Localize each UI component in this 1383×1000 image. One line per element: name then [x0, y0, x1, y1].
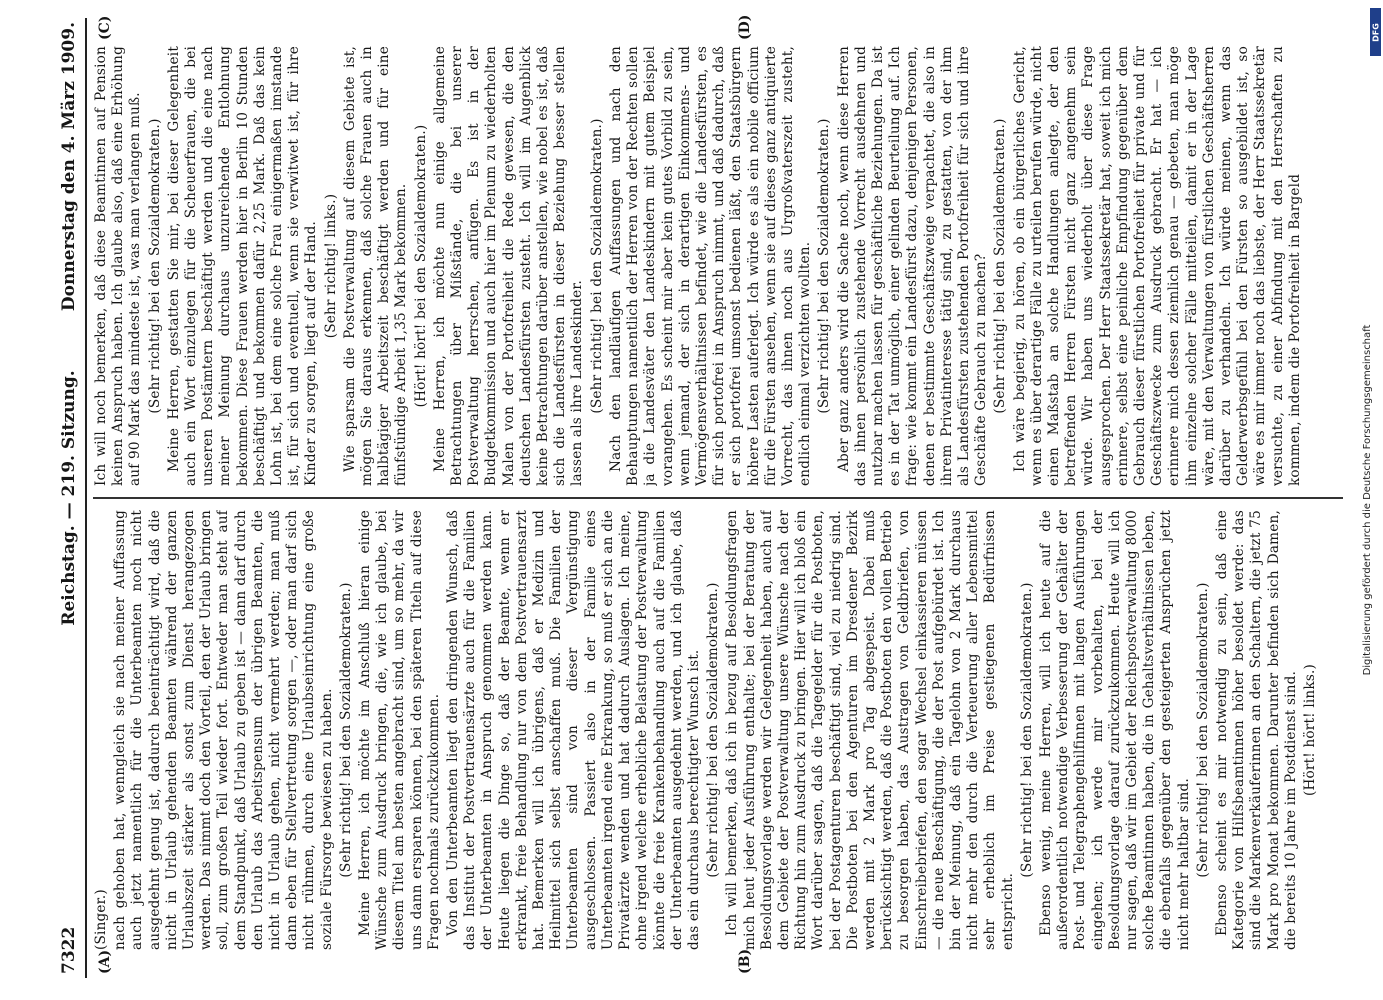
- dfg-logo-text: DFG: [1371, 22, 1380, 42]
- digitization-note: Digitalisierung gefördert durch die Deutsche Forschungsgemeinschaft: [1362, 324, 1373, 676]
- page-number: 7322: [59, 926, 79, 974]
- page-header: [57, 18, 83, 978]
- paragraph: Meine Herren, gestatten Sie mir, bei dieser Gelegenheit auch ein Wort einzulegen für die Scheuerfrauen, die bei unseren Postämtern beschäftigt werden und die eine nach meiner Meinung durchaus unzureichende Entlohnung bekommen. Diese Frauen werden hier in Berlin 10 Stunden beschäftigt und bekommen dafür 2,25 Mark. Daß das kein Lohn ist, bei dem eine solche Frau einigermaßen imstande ist, für sich und eventuell, wenn sie verwitwet ist, für ihre Kinder zu sorgen, liegt auf der Hand.: [165, 46, 320, 486]
- interjection: (Sehr richtig! bei den Sozialdemokraten.): [705, 582, 722, 878]
- interjection: (Hört! hört! links.): [1302, 663, 1319, 797]
- paragraph: Ebenso scheint es mir notwendig zu sein, daß eine Kategorie von Hilfsbeamtinnen höher besoldet werde: das sind die Markenverkäuferinnen an den Schaltern, die jetzt 75 Mark pro Monat bekommen. Darunter befinden sich Damen, die bereits 10 Jahre im Postdienst sind.: [1214, 510, 1299, 950]
- session-title: Reichstag. — 219. Sitzung.: [59, 370, 79, 626]
- document-page: [57, 14, 1347, 978]
- paragraph: Ich will bemerken, daß ich in bezug auf Besoldungsfragen mich heut jeder Ausführung enthalte; bei der Beratung der Besoldungsvorlage werden wir Gelegenheit haben, auch auf dem Gebiete der Postverwaltung unsere Wünsche nach der Richtung hin zum Ausdruck zu bringen. Hier will ich bloß ein Wort darüber sagen, daß die Tagegelder für die Postboten, bei der Postagenturen beschäftigt sind, viel zu niedrig sind. Die Postboten bei den Agenturen im Dresdener Bezirk werden mit 2 Mark pro Tag abgespeist. Dabei muß berücksichtigt werden, daß die Postboten den vollen Betrieb zu besorgen haben, das Austragen von Geldbriefen, von Einschreibebriefen, den sogar Wechsel einkassieren müssen — die neue Beschäftigung, die der Post aufgebürdet ist. Ich bin der Meinung, daß ein Tagelohn von 2 Mark durchaus nicht mehr den durch die Verteuerung aller Lebensmittel sehr erheblich im Preise gestiegenen Bedürfnissen entspricht.: [724, 510, 1016, 950]
- paragraph: (Singer.): [93, 889, 109, 950]
- paragraph: Von den Unterbeamten liegt den dringenden Wunsch, daß das Institut der Postvertrauensärzte auch für die Familien der Unterbeamten in Anspruch genommen werden kann. Heute liegen die Dinge so, daß der Beamte, wenn er erkrankt, freie Behandlung nur von dem Postvertrauensarzt hat. Bemerken will ich übrigens, daß er Medizin und Heilmittel sich selbst anschaffen muß. Die Familien der Unterbeamten sind von dieser Vergünstigung ausgeschlossen. Passiert also in der Familie eines Unterbeamten irgend eine Erkrankung, so muß er sich an die Privatärzte wenden und hat dadurch Auslagen. Ich meine, ohne irgend welche erhebliche Belastung der Postverwaltung könnte die freie Krankenbehandlung auch auf die Familien der Unterbeamten ausgedehnt werden, und ich glaube, daß das ein durchaus berechtigter Wunsch ist.: [445, 510, 702, 950]
- interjection: (Sehr richtig! bei den Sozialdemokraten.): [816, 118, 833, 414]
- margin-marker-c: (C): [97, 15, 113, 40]
- margin-marker-b: (B): [737, 948, 753, 974]
- interjection: (Sehr richtig! bei den Sozialdemokraten.): [337, 582, 354, 878]
- dfg-logo: [1370, 8, 1381, 56]
- left-text-column: [93, 510, 1343, 950]
- interjection: (Sehr richtig! bei den Sozialdemokraten.): [588, 118, 605, 414]
- interjection: (Sehr richtig! bei den Sozialdemokraten.): [1194, 582, 1211, 878]
- right-text-column: [93, 46, 1343, 486]
- paragraph: Ich will noch bemerken, daß diese Beamtinnen auf Pension keinen Anspruch haben. Ich glaube also, daß eine Erhöhung auf 90 Mark das mindeste ist, was man verlangen muß.: [93, 46, 144, 486]
- paragraph: Nach den landläufigen Auffassungen und nach den Behauptungen namentlich der Herren von der Rechten sollen ja die Landesväter den Landeskindern mit gutem Beispiel vorangehen. Es scheint mir aber kein gutes Vorbild zu sein, wenn jemand, der sich in derartigen Einkommens- und Vermögensverhältnissen befindet, wie die Landesfürsten, es für sich portofrei in Anspruch nimmt, und daß dadurch, daß er sich portofrei umsonst bedienen läßt, den Staatsbürgern höhere Lasten auferlegt. Ich würde es als ein nobile officium für die Fürsten ansehen, wenn sie auf dieses ganz antiquierte Vorrecht, das ihnen noch aus Urgroßvaterszeit zusteht, endlich einmal verzichten wollten.: [607, 46, 814, 486]
- interjection: (Sehr richtig! bei den Sozialdemokraten.): [1018, 582, 1035, 878]
- margin-marker-d: (D): [737, 14, 753, 40]
- interjection: (Sehr richtig! links.): [322, 193, 339, 339]
- session-date: Donnerstag den 4. März 1909.: [59, 22, 79, 312]
- column-divider: [93, 498, 1343, 500]
- paragraph: Meine Herren, ich möchte nun einige allgemeine Betrachtungen über Mißstände, die bei unserer Postverwaltung herrschen, anfügen. Es ist in der Budgetkommission und auch hier im Plenum zu wiederholten Malen von der Portofreiheit die Rede gewesen, die den deutschen Landesfürsten zusteht. Ich will im Augenblick keine Betrachtungen darüber anstellen, wie nobel es ist, daß sich die Landesfürsten in dieser Beziehung besser stellen lassen als ihre Landeskinder.: [431, 46, 586, 486]
- paragraph: Aber ganz anders wird die Sache noch, wenn diese Herren das ihnen persönlich zustehende Vorrecht ausdehnen und nutzbar machen lassen für geschäftliche Beziehungen. Da ist es in der Tat unmöglich, einer gelinden Beurteilung auf. Ich frage: wie kommt ein Landesfürst dazu, denjenigen Personen, denen er bestimmte Geschäftszweige verpachtet, die also in ihrem Privatinteresse tätig sind, zu gestatten, von der ihm als Landesfürsten zustehenden Portofreiheit für sich und ihre Geschäfte Gebrauch zu machen?: [835, 46, 990, 486]
- header-rule: [85, 18, 87, 978]
- interjection: (Sehr richtig! bei den Sozialdemokraten.): [992, 118, 1009, 414]
- paragraph: Wie sparsam die Postverwaltung auf diesem Gebiete ist, mögen Sie daraus erkennen, daß solche Frauen auch in halbtägiger Arbeitszeit beschäftigt werden und für eine fünfstündige Arbeit 1,35 Mark bekommen.: [341, 46, 410, 486]
- paragraph: Meine Herren, ich möchte im Anschluß hieran einige Wünsche zum Ausdruck bringen, die, wie ich glaube, bei diesem Titel am besten angebracht sind, um so mehr, da wir uns dann ersparen können, bei den späteren Titeln auf diese Fragen nochmals zurückzukommen.: [357, 510, 442, 950]
- margin-marker-a: (A): [97, 949, 113, 974]
- interjection: (Hört! hört! bei den Sozialdemokraten.): [412, 124, 429, 408]
- paragraph: nach gehoben hat, wenngleich sie nach meiner Auffassung auch jetzt namentlich für die Unterbeamten noch nicht ausgedehnt genug ist, dadurch beeinträchtigt wird, daß die nicht in Urlaub gehenden Beamten während der ganzen Urlaubszeit stärker als sonst zum Dienst herangezogen werden. Das nimmt doch den Vorteil, den der Urlaub bringen soll, zum großen Teil wieder fort. Entweder man steht auf dem Standpunkt, daß Urlaub zu geben ist — dann darf durch den Urlaub das Arbeitspensum der übrigen Beamten, die nicht in Urlaub gehen, nicht vermehrt werden; man muß dann eben für Stellvertretung sorgen —, oder man darf sich nicht rühmen, durch eine Urlaubseinrichtung eine große soziale Fürsorge bewiesen zu haben.: [112, 510, 335, 950]
- paragraph: Ich wäre begierig, zu hören, ob ein bürgerliches Gericht, wenn es über derartige Fälle zu urteilen berufen würde, nicht einen Maßstab an solche Handlungen anlegte, der den betreffenden Herren Fürsten nicht ganz angenehm sein würde. Wir haben uns wiederholt über diese Frage ausgesprochen. Der Herr Staatssekretär hat, soweit ich mich erinnere, selbst eine peinliche Empfindung gegenüber dem Gebrauch dieser fürstlichen Portofreiheit für private und für Geschäftszwecke zum Ausdruck gebracht. Er hat — ich erinnere mich dessen ziemlich genau — gebeten, man möge ihm einzelne solcher Fälle mitteilen, damit er in der Lage wäre, mit den Verwaltungen von fürstlichen Geschäftsherren darüber zu verhandeln. Ich würde meinen, wenn das Gelderwerbsgefühl bei den Fürsten so ausgebildet ist, so wäre es mir immer noch das liebste, der Herr Staatssekretär versuchte, zu einer Abfindung mit den Herrschaften zu kommen, indem die Portofreiheit in Bargeld: [1011, 46, 1303, 486]
- interjection: (Sehr richtig! bei den Sozialdemokraten.): [146, 118, 163, 414]
- paragraph: Ebenso wenig, meine Herren, will ich heute auf die außerordentlich notwendige Verbesserung der Gehälter der Post- und Telegraphengehilfinnen mit langen Ausführungen eingehen; ich werde mir vorbehalten, bei der Besoldungsvorlage darauf zurückzukommen. Heute will ich nur sagen, daß wir im Gebiet der Reichspostverwaltung 8000 solche Beamtinnen haben, die in Gehaltsverhältnissen leben, die ebenfalls gegenüber den gesteigerten Ansprüchen jetzt nicht mehr haltbar sind.: [1037, 510, 1192, 950]
